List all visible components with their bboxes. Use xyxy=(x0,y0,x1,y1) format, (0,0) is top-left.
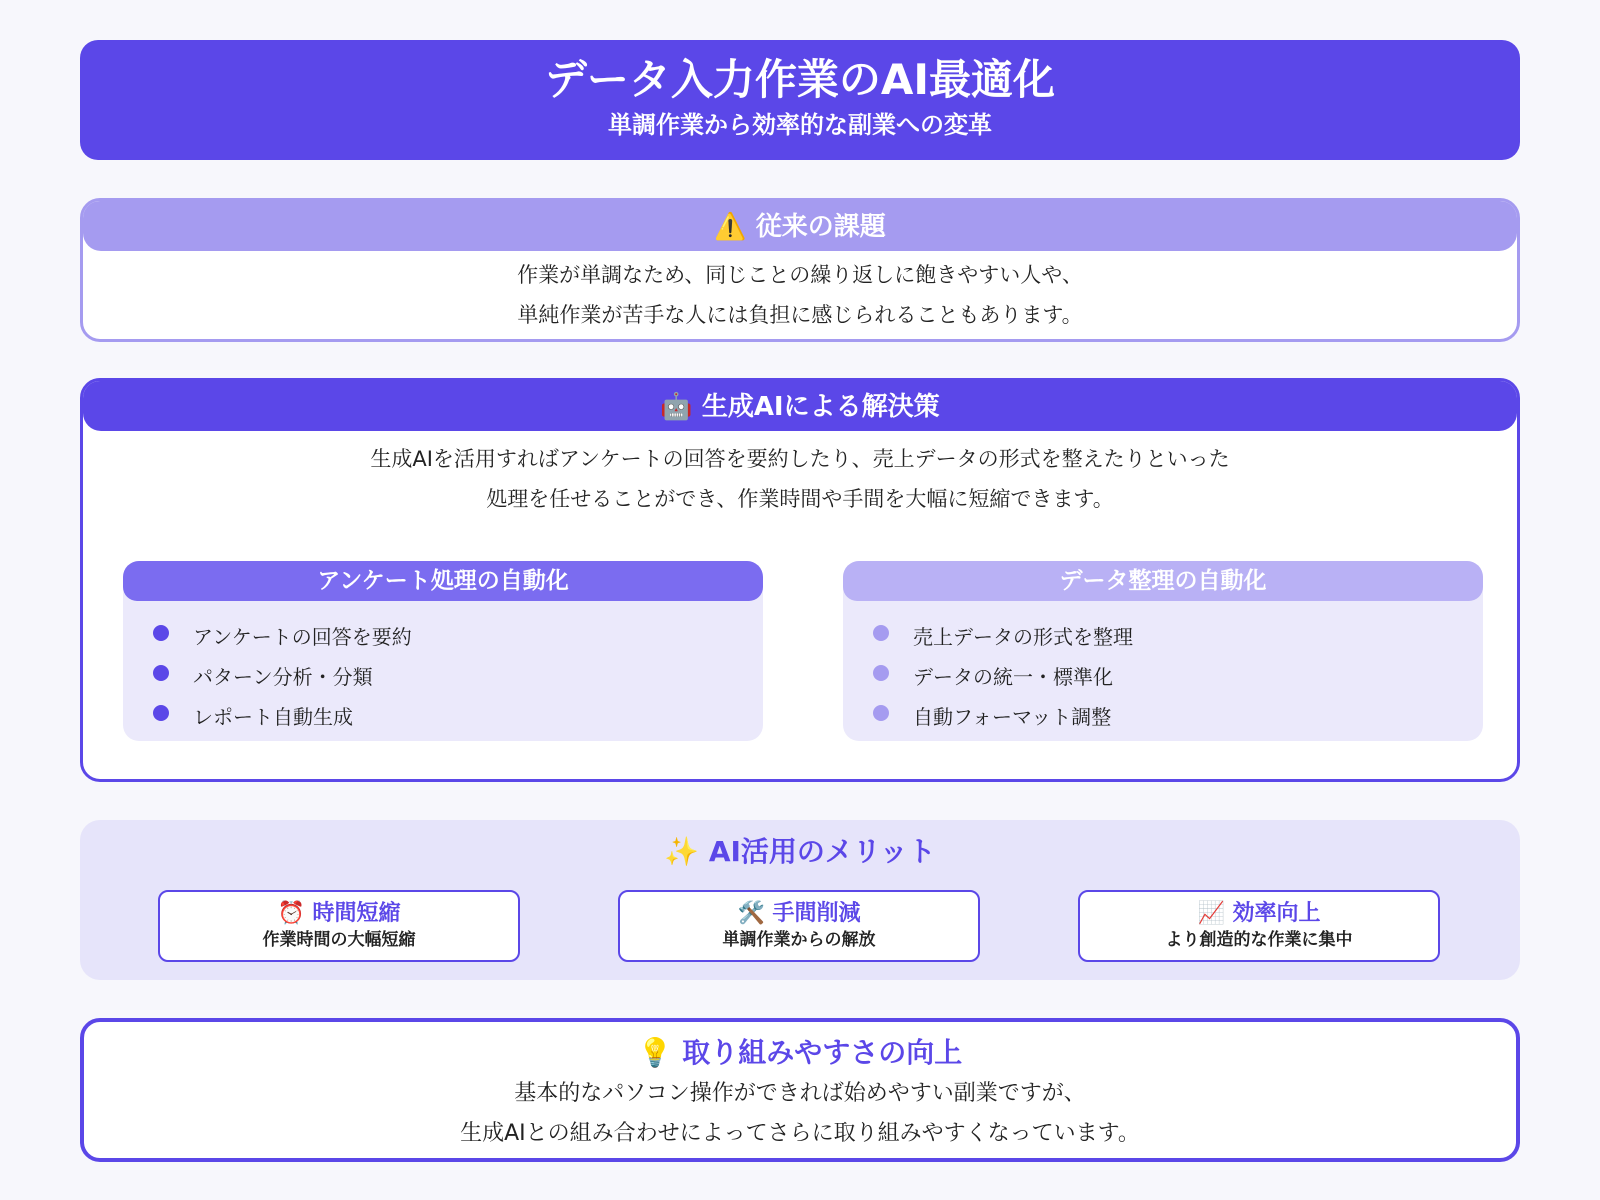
merits-header xyxy=(80,834,1520,870)
ease-line: 基本的なパソコン操作ができれば始めやすい副業ですが、 xyxy=(514,1081,1086,1106)
list-item-text: レポート自動生成 xyxy=(193,705,353,729)
list-item xyxy=(153,617,763,657)
list-item xyxy=(153,657,763,697)
ease-text xyxy=(84,1074,1516,1154)
page-header xyxy=(80,40,1520,160)
problem-line: 作業が単調なため、同じことの繰り返しに飽きやすい人や、 xyxy=(517,263,1083,287)
merit-title xyxy=(620,900,978,928)
data-organization-box xyxy=(843,561,1483,741)
problem-line: 単純作業が苦手な人には負担に感じられることもあります。 xyxy=(517,303,1083,327)
page-subtitle: 単調作業から効率的な副業への変革 xyxy=(608,111,992,139)
list-item-text: 自動フォーマット調整 xyxy=(913,705,1112,729)
merits-title: AI活用のメリット xyxy=(708,835,936,868)
merit-desc: より創造的な作業に集中 xyxy=(1165,930,1353,950)
ease-title: 取り組みやすさの向上 xyxy=(682,1036,963,1069)
survey-automation-title: アンケート処理の自動化 xyxy=(123,561,763,601)
list-item-text: アンケートの回答を要約 xyxy=(193,625,412,649)
list-item-text: データの統一・標準化 xyxy=(913,665,1113,689)
merit-card-efficiency xyxy=(1078,890,1440,962)
merit-title-text: 手間削減 xyxy=(772,901,861,926)
list-item xyxy=(873,657,1483,697)
tools-icon: 🛠️ xyxy=(737,901,765,926)
solution-text xyxy=(83,439,1517,519)
merits-section xyxy=(80,820,1520,980)
survey-automation-list xyxy=(123,617,763,737)
ease-card xyxy=(80,1018,1520,1162)
list-item xyxy=(873,617,1483,657)
merit-title-text: 効率向上 xyxy=(1232,901,1321,926)
sparkles-icon: ✨ xyxy=(664,835,700,868)
solution-title: 生成AIによる解決策 xyxy=(701,392,940,422)
list-item xyxy=(153,697,763,737)
list-item-text: パターン分析・分類 xyxy=(193,665,373,689)
robot-icon: 🤖 xyxy=(660,392,693,422)
problem-text xyxy=(83,255,1517,335)
bullet-icon xyxy=(873,625,889,641)
ease-header xyxy=(84,1034,1516,1072)
merit-card-effort xyxy=(618,890,980,962)
bullet-icon xyxy=(873,705,889,721)
survey-automation-box xyxy=(123,561,763,741)
bullet-icon xyxy=(153,665,169,681)
bullet-icon xyxy=(153,625,169,641)
problem-header xyxy=(83,201,1517,251)
list-item-text: 売上データの形式を整理 xyxy=(913,625,1133,649)
chart-increasing-icon: 📈 xyxy=(1197,901,1225,926)
warning-icon: ⚠️ xyxy=(714,212,747,242)
merit-title-text: 時間短縮 xyxy=(312,901,401,926)
bullet-icon xyxy=(873,665,889,681)
solution-line: 生成AIを活用すればアンケートの回答を要約したり、売上データの形式を整えたりといった xyxy=(370,447,1230,471)
ease-line: 生成AIとの組み合わせによってさらに取り組みやすくなっています。 xyxy=(460,1121,1140,1146)
merit-desc: 単調作業からの解放 xyxy=(722,930,876,950)
list-item xyxy=(873,697,1483,737)
problem-card xyxy=(80,198,1520,342)
alarm-clock-icon: ⏰ xyxy=(277,901,305,926)
solution-card xyxy=(80,378,1520,782)
problem-title: 従来の課題 xyxy=(755,212,886,242)
light-bulb-icon: 💡 xyxy=(637,1036,673,1069)
bullet-icon xyxy=(153,705,169,721)
merit-card-time xyxy=(158,890,520,962)
page-title: データ入力作業のAI最適化 xyxy=(544,55,1056,104)
merit-title xyxy=(1080,900,1438,928)
data-organization-title: データ整理の自動化 xyxy=(843,561,1483,601)
solution-line: 処理を任せることができ、作業時間や手間を大幅に短縮できます。 xyxy=(486,487,1114,511)
data-organization-list xyxy=(843,617,1483,737)
merit-desc: 作業時間の大幅短縮 xyxy=(262,930,416,950)
merit-title xyxy=(160,900,518,928)
solution-header xyxy=(83,381,1517,431)
